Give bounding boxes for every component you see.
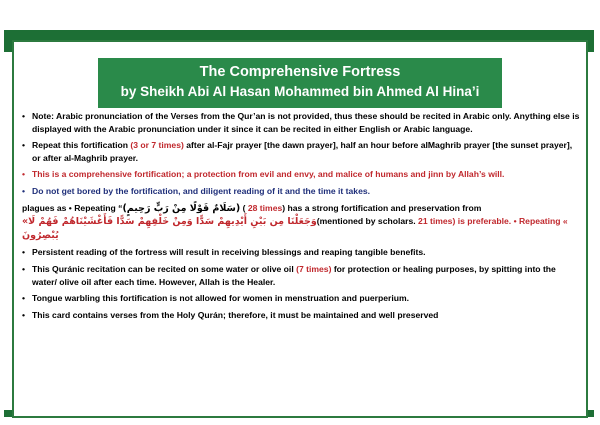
content-list <box>22 110 582 325</box>
comprehensive-text: This is a comprehensive fortification; a protection from evil and envy, and malice of humans and jinn by Allah’s will. <box>32 169 505 180</box>
recitation-times: (7 times) <box>296 263 332 274</box>
bullet-icon: • <box>22 185 26 196</box>
note-text: Note: Arabic pronunciation of the Verses from the Qur’an is not provided, thus these should be recited in Arabic only. Anything else is displayed with the Arabic pronunciation under it since it can be recited in either English or Arabic language. <box>32 111 580 134</box>
bullet-icon: • <box>22 293 26 304</box>
title-heading: The Comprehensive Fortress <box>199 64 401 80</box>
bullet-icon: • <box>22 111 26 121</box>
title-banner <box>98 58 502 108</box>
plagues-arabic: (سَلَامٌ قَوْلًا مِنْ رَبٍّ رَحِيمٍ) <box>122 202 241 214</box>
bullet-icon: • <box>22 169 26 180</box>
plagues-times: 28 times <box>247 202 283 213</box>
list-item-bored <box>22 185 582 198</box>
repeat-text-end: after al-Fajr prayer [the dawn prayer], half an hour before alMaghrib prayer [the sunset prayer], or after al-Maghrib prayer. <box>32 140 573 163</box>
list-item-tongue <box>22 292 582 305</box>
list-item-repeat <box>22 139 582 164</box>
verse-arabic: «وَجَعَلْنَا مِن بَيْنِ أَيْدِيهِمْ سَدًّا وَمِنْ خَلْفِهِمْ سَدًّا فَأَغْشَيْنَاهُمْ فَهُمْ لَا <box>22 216 317 228</box>
persistent-text: Persistent reading of the fortress will result in receiving blessings and reaping tangible benefits. <box>32 247 426 258</box>
plagues-text-mid: ( <box>240 202 248 213</box>
recitation-text-start: This Quránic recitation can be recited on some water or olive oil <box>32 263 297 274</box>
list-item-persistent <box>22 246 582 259</box>
card-text: This card contains verses from the Holy Qurán; therefore, it must be maintained and well preserved <box>32 309 439 320</box>
verse-end-arabic: يُبْصِرُونَ <box>22 229 59 241</box>
verse-times: 21 times) is preferable. • Repeating « <box>418 216 568 227</box>
repeat-text-start: Repeat this fortification <box>32 140 131 151</box>
bullet-icon: • <box>22 309 26 320</box>
bullet-icon: • <box>22 263 26 274</box>
list-item-note <box>22 110 582 135</box>
bored-text: Do not get bored by the fortification, and diligent reading of it and the time it takes. <box>32 185 371 196</box>
list-item-comprehensive <box>22 168 582 181</box>
plagues-text-start: plagues as • Repeating “ <box>22 202 123 213</box>
list-item-recitation <box>22 263 582 288</box>
recitation-text-end: for protection or healing purposes, by spitting into the water/ olive oil after each time. However, Allah is the Healer. <box>32 263 556 287</box>
tongue-text: Tongue warbling this fortification is not allowed for women in menstruation and puerperium. <box>32 293 410 304</box>
list-item-card <box>22 309 582 322</box>
plagues-paragraph <box>22 202 582 216</box>
plagues-text-end: ) has a strong fortification and preservation from <box>282 202 482 213</box>
bullet-icon: • <box>22 140 26 151</box>
repeat-times: (3 or 7 times) <box>130 140 184 151</box>
title-author: by Sheikh Abi Al Hasan Mohammed bin Ahmed Al Hina’i <box>120 84 480 99</box>
verse-text-mid: (mentioned by scholars. <box>316 216 419 227</box>
bullet-icon: • <box>22 247 26 258</box>
verse-paragraph <box>22 215 582 242</box>
